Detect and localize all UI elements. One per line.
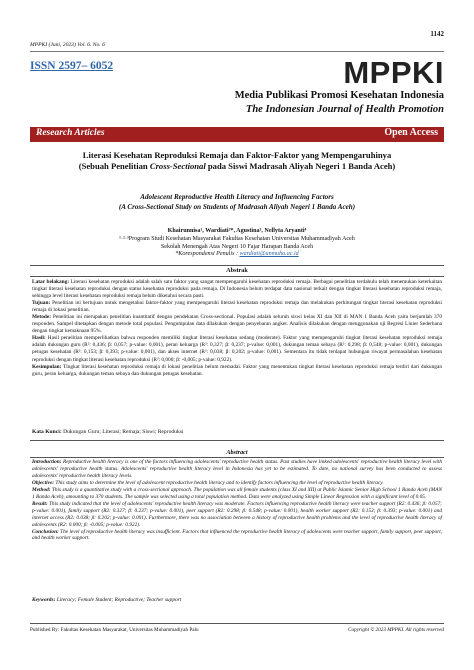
- title-line-2: [30, 161, 444, 172]
- open-access-label: Open Access: [384, 127, 438, 138]
- affiliation-2: Sekolah Menengah Atas Negeri 10 Fajar Harapan Banda Aceh: [160, 243, 314, 250]
- paragraph-label: Method:: [32, 486, 51, 493]
- abstract-paragraph: [32, 314, 442, 335]
- paragraph-text: This study indicated that the level of adolescents' reproductive health literacy was moderate. Factors influencing reproductive health literacy were teacher support (R2: 0.436; β: 0.057; p-value: 0.001), family support (R2: 0.327; β: 0.237; p-value: 0.001), peer support (R2: 0.298; β: 0.548; p-value: 0.001), health worker support (R2: 0.153; β: 0.393; p-value: 0.001) and internet access (R2: 0.038; β: 0.202; p-value: 0.001). Furthermore, there was no association between a history of reproductive health problems and the level of reproductive health literacy of adolescents (R2: 0.000; β: -0.005; p-value: 0.922).: [32, 500, 442, 528]
- english-title-line-2: (A Cross-Sectional Study on Students of Madrasah Aliyah Negeri 1 Banda Aceh): [118, 203, 356, 211]
- abstract-paragraph: [32, 529, 442, 543]
- journal-citation: MPPKI (Juni, 2023) Vol. 6. No. 6: [30, 42, 105, 48]
- author-names: Khairunnisa¹, Wardiati²*, Agustina³, Nellyta Aryanti⁴: [167, 228, 307, 234]
- footer-rule: [30, 623, 444, 624]
- correspondence-label: *Korespondensi Penulis :: [175, 251, 240, 258]
- abstract-paragraph: [32, 480, 442, 487]
- keywords-english: [32, 597, 181, 603]
- paragraph-label: Kesimpulan:: [32, 363, 62, 370]
- header-divider: [30, 51, 444, 52]
- abstract-paragraph: [32, 279, 442, 300]
- abstract-top-rule: [30, 265, 444, 266]
- title-line-2-start: (Sebuah Penelitian: [78, 161, 150, 171]
- publisher-note: Published By: Fakultas Kesehatan Masyarakat, Universitas Muhammadiyah Palu: [30, 627, 199, 633]
- paragraph-text: Tingkat literasi kesehatan reproduksi remaja di lokasi penelitian belum memadai. Faktor yang menentukan tingkat literasi kesehatan reproduksi remaja terdiri dari dukungan guru, peran keluarga, dukungan teman sebaya dan dukungan petugas kesehatan.: [32, 363, 442, 377]
- paragraph-text: Penelitian ini merupakan penelitian kuantitatif dengan pendekatan Cross-sectional. Populasi adalah seluruh siswi kelas XI dan XII di MAN 1 Banda Aceh yaitu berjumlah 370 responden. Sampel ditetapkan dengan metode total populasi. Pengumpulan data dilakukan dengan penyebaran angket. Analisis dilakukan dengan menggunakan uji Regresi Linier Sederhana dengan tingkat kemaknaan 95%.: [32, 314, 442, 335]
- abstract-heading: Abstrak: [226, 267, 248, 274]
- abstract-english: [32, 459, 442, 542]
- abstract-paragraph: [32, 487, 442, 501]
- paragraph-label: Hasil:: [32, 335, 46, 342]
- abstract-english-rule: [30, 457, 444, 458]
- paragraph-label: Conclusion:: [32, 528, 59, 535]
- title-line-2-emphasis: Cross-Sectional: [149, 161, 206, 171]
- paragraph-text: This study is a quantitative study with a cross-sectional approach. The population was all female students (class XI and XII) at Public Islamic Senior High School 1 Banda Aceh (MAN 1 Banda Aceh), amounting to 370 students. The sample was selected using a total population method. Data were analyzed using Simple Linear Regression with a significant level of 0.05.: [32, 486, 442, 500]
- correspondence-email-link[interactable]: wardiati@unmuha.ac.id: [239, 251, 299, 258]
- journal-name: Media Publikasi Promosi Kesehatan Indonesia: [234, 90, 444, 101]
- abstract-paragraph: [32, 364, 442, 378]
- keywords-label: Keywords:: [32, 597, 56, 603]
- paragraph-label: Objective:: [32, 479, 55, 486]
- paragraph-label: Introduction:: [32, 459, 62, 465]
- abstract-paragraph: [32, 501, 442, 529]
- paragraph-label: Tujuan:: [32, 300, 51, 307]
- paragraph-text: This study aims to determine the level of adolescent reproductive health literacy and to identify factors influencing the level of reproductive health literacy.: [54, 479, 384, 486]
- paragraph-text: Penelitian ini bertujuan untuk mengetahui faktor-faktor yang mempengaruhi literasi kesehatan reproduksi remaja dan melakukan perhitungan tingkat literasi kesehatan reproduksi remaja di lokasi penelitian.: [32, 300, 442, 314]
- correspondence: [30, 251, 444, 259]
- copyright-note: Copyright © 2023 MPPKI. All rights reserved: [347, 627, 444, 633]
- keywords-text: Literacy; Female Student; Reproductive; Teacher support: [55, 597, 182, 603]
- abstract-indonesian: [32, 279, 442, 378]
- journal-logo-text: MPPKI: [343, 55, 444, 90]
- paragraph-text: Hasil penelitian memperlihatkan bahwa responden memiliki tingkat literasi kesehatan sedang (moderate). Faktor yang mempengaruhi tingkat literasi kesehatan reproduksi remaja adalah dukungan guru (R²: 0,436; β: 0,057; p-value: 0,001), peran keluarga (R²: 0,327; β: 0,237; p-value: 0,001), dukungan teman sebaya (R²: 0,298; β: 0,548; p-value: 0,001), dukungan petugas kesehatan (R²: 0,153; β: 0,393; p-value: 0,001), dan akses internet (R²: 0,038; β: 0,202; p-value: 0,001). Sementara itu tidak terdapat hubungan riwayat permasalahan kesehatan reproduksi dengan tingkat literasi kesehatan reproduksi (R²: 0,000; β: -0,005; p-value: 0,922).: [32, 335, 442, 363]
- keywords-label: Kata Kunci:: [32, 429, 62, 435]
- author-block: [30, 228, 444, 259]
- title-line-2-end: pada Siswi Madrasah Aliyah Negeri 1 Banda Aceh): [205, 161, 396, 171]
- paragraph-text: The level of reproductive health literacy was insufficient. Factors that influenced the reproductive health literacy of adolescents were teacher support, family support, peer support, and health worker support.: [32, 528, 442, 542]
- title-line-1: Literasi Kesehatan Reproduksi Remaja dan Faktor-Faktor yang Mempengaruhinya: [82, 150, 392, 160]
- abstract-paragraph: [32, 300, 442, 314]
- issn-link[interactable]: ISSN 2597– 6052: [30, 60, 114, 72]
- keywords-text: Dukungan Guru; Literasi; Remaja; Siswi; Reproduksi: [61, 429, 184, 435]
- keywords-indonesian: [32, 429, 184, 435]
- paragraph-text: Literasi kesehatan reproduksi adalah salah satu faktor yang sangat mempengaruhi kesehatan reproduksi remaja. Berbagai penelitian terdahulu telah menemukan keterkaitan tingkat literasi kesehatan reproduksi dengan status kesehatan reproduksi pada remaja. Di Indonesia belum terdapat data nasional terkait dengan tingkat literasi kesehatan reproduksi remaja, sehingga level literasi kesehatan reproduksi remaja belum diketahui secara pasti.: [32, 279, 442, 300]
- affiliation-1: ¹·²·³Program Studi Kesehatan Masyarakat Fakultas Kesehatan Universitas Muhammadiyah Aceh: [119, 235, 355, 242]
- article-title-english: [40, 192, 434, 212]
- abstract-paragraph: [32, 335, 442, 363]
- english-title-line-1: Adolescent Reproductive Health Literacy and Influencing Factors: [140, 193, 334, 201]
- abstract-paragraph: [32, 459, 442, 480]
- paragraph-label: Result:: [32, 500, 48, 507]
- article-type-label: Research Articles: [36, 128, 105, 138]
- article-title-indonesian: [30, 150, 444, 172]
- article-type-banner: [30, 127, 444, 142]
- journal-name-english: The Indonesian Journal of Health Promotion: [245, 104, 444, 115]
- abstract-english-heading: Abstract: [226, 449, 248, 456]
- page-number: 1142: [430, 30, 444, 38]
- paragraph-label: Metode:: [32, 314, 51, 321]
- abstract-heading-rule: [30, 276, 444, 277]
- paragraph-label: Latar belakang:: [32, 279, 70, 285]
- keywords-rule: [30, 440, 444, 441]
- paragraph-text: Reproductive health literacy is one of the factors influencing adolescents' reproductive health status. Past studies have linked adolescents' reproductive health literacy level with adolescents' reproductive health status. Adolescents' reproductive health literacy level in Indonesia has yet to be estimated. To date, no national survey has been conducted to assess adolescents' reproductive health literacy levels.: [32, 459, 442, 479]
